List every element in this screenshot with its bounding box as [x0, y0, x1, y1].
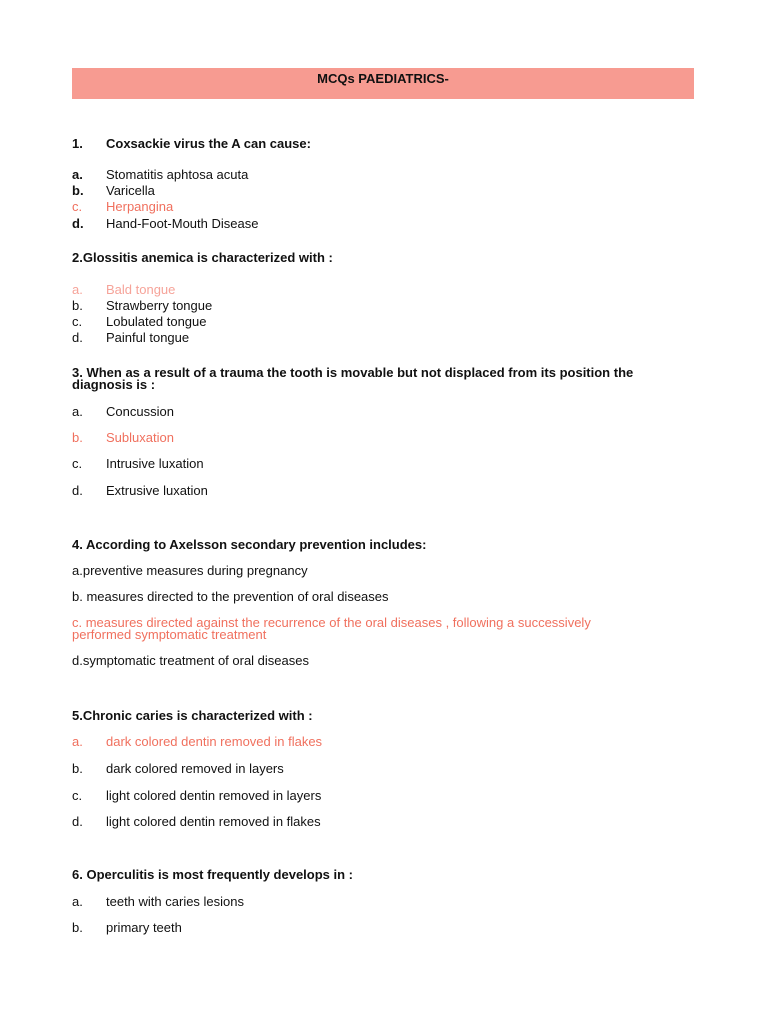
option-text: Concussion: [106, 404, 174, 419]
q4-option-c-line-1: c. measures directed against the recurrence of the oral diseases , following a successively: [72, 615, 591, 630]
option-letter: c.: [72, 199, 83, 214]
option-text: Extrusive luxation: [106, 483, 208, 498]
header-band: [72, 68, 694, 99]
option-letter: a.: [72, 167, 83, 182]
q5-option-c: [72, 788, 321, 803]
option-letter: a.: [72, 404, 83, 419]
option-letter: d.: [72, 483, 83, 498]
option-text: Hand-Foot-Mouth Disease: [106, 216, 259, 231]
q4-option-a: a.preventive measures during pregnancy: [72, 563, 308, 578]
q3-option-d: [72, 483, 208, 498]
option-text: Subluxation: [106, 430, 174, 445]
q2-option-a: [72, 282, 175, 297]
option-text: Stomatitis aphtosa acuta: [106, 167, 249, 182]
option-text: Painful tongue: [106, 330, 190, 345]
q2-option-d: [72, 330, 189, 345]
q2-option-c: [72, 314, 206, 329]
option-text: light colored dentin removed in layers: [106, 788, 322, 803]
question-3-line-2: diagnosis is :: [72, 377, 156, 392]
option-letter: b.: [72, 183, 84, 198]
question-number: 1.: [72, 136, 83, 151]
q4-option-b: b. measures directed to the prevention of oral diseases: [72, 589, 389, 604]
page-title: MCQs PAEDIATRICS-: [317, 71, 449, 86]
q6-option-b: [72, 920, 182, 935]
q1-option-a: [72, 167, 248, 182]
q3-option-c: [72, 456, 204, 471]
q6-option-a: [72, 894, 244, 909]
option-letter: d.: [72, 216, 84, 231]
option-text: Intrusive luxation: [106, 456, 204, 471]
option-letter: b.: [72, 298, 83, 313]
q5-option-a: [72, 734, 322, 749]
q1-option-d: [72, 216, 258, 231]
option-letter: a.: [72, 894, 83, 909]
q5-option-d: [72, 814, 321, 829]
option-letter: a.: [72, 282, 83, 297]
option-letter: a.: [72, 734, 83, 749]
option-text: light colored dentin removed in flakes: [106, 814, 321, 829]
q2-option-b: [72, 298, 212, 313]
option-text: Lobulated tongue: [106, 314, 207, 329]
q4-option-c-line-2: performed symptomatic treatment: [72, 627, 267, 642]
question-5: 5.Chronic caries is characterized with :: [72, 708, 313, 723]
question-6: 6. Operculitis is most frequently develops in :: [72, 867, 354, 882]
question-1: [72, 136, 311, 151]
option-letter: c.: [72, 314, 83, 329]
option-text: Strawberry tongue: [106, 298, 213, 313]
option-letter: b.: [72, 920, 83, 935]
q5-option-b: [72, 761, 284, 776]
option-text: dark colored removed in layers: [106, 761, 284, 776]
question-2: 2.Glossitis anemica is characterized with :: [72, 250, 333, 265]
question-3-line-1: 3. When as a result of a trauma the tooth is movable but not displaced from its position the: [72, 365, 634, 380]
option-text: teeth with caries lesions: [106, 894, 245, 909]
option-text: Varicella: [106, 183, 155, 198]
option-text: dark colored dentin removed in flakes: [106, 734, 323, 749]
q4-option-d: d.symptomatic treatment of oral diseases: [72, 653, 309, 668]
q3-option-b: [72, 430, 174, 445]
question-4: 4. According to Axelsson secondary prevention includes:: [72, 537, 427, 552]
option-text: Herpangina: [106, 199, 174, 214]
option-letter: c.: [72, 456, 83, 471]
q1-option-b: [72, 183, 155, 198]
option-letter: d.: [72, 814, 83, 829]
option-letter: c.: [72, 788, 83, 803]
option-letter: b.: [72, 430, 83, 445]
q3-option-a: [72, 404, 174, 419]
option-text: Bald tongue: [106, 282, 176, 297]
option-text: primary teeth: [106, 920, 182, 935]
option-letter: b.: [72, 761, 83, 776]
option-letter: d.: [72, 330, 83, 345]
q1-option-c: [72, 199, 173, 214]
question-text: Coxsackie virus the A can cause:: [106, 136, 311, 151]
